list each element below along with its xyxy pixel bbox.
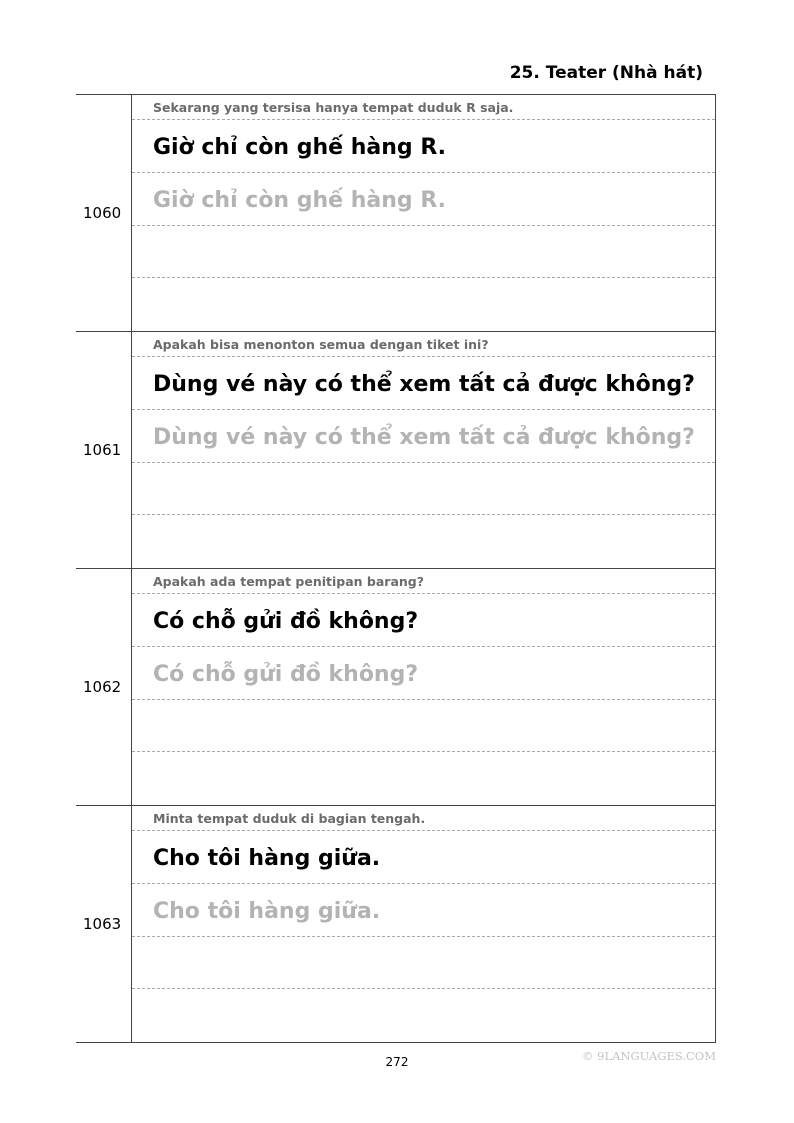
number-cell [76, 332, 132, 568]
trace-sentence: Dùng vé này có thể xem tất cả được không? [132, 410, 715, 463]
page-title: 25. Teater (Nhà hát) [509, 63, 703, 83]
writing-lines [132, 806, 716, 1042]
writing-lines [132, 95, 716, 331]
entry-number: 1063 [83, 915, 122, 933]
blank-writing-line [132, 463, 715, 516]
blank-writing-line [132, 752, 715, 805]
hint-text: Sekarang yang tersisa hanya tempat duduk R saja. [132, 95, 715, 120]
blank-writing-line [132, 278, 715, 331]
writing-lines [132, 332, 716, 568]
hint-text: Minta tempat duduk di bagian tengah. [132, 806, 715, 831]
entry-1060 [76, 94, 716, 331]
blank-writing-line [132, 937, 715, 990]
page-number: 272 [385, 1055, 409, 1069]
copyright-notice: © 9LANGUAGES.COM [581, 1049, 716, 1063]
number-cell [76, 569, 132, 805]
entry-1062 [76, 568, 716, 805]
entry-number: 1060 [83, 204, 122, 222]
blank-writing-line [132, 226, 715, 279]
number-cell [76, 95, 132, 331]
trace-sentence: Có chỗ gửi đồ không? [132, 647, 715, 700]
example-sentence: Dùng vé này có thể xem tất cả được không? [132, 357, 715, 410]
blank-writing-line [132, 515, 715, 568]
example-sentence: Có chỗ gửi đồ không? [132, 594, 715, 647]
hint-text: Apakah ada tempat penitipan barang? [132, 569, 715, 594]
hint-text: Apakah bisa menonton semua dengan tiket ini? [132, 332, 715, 357]
entry-number: 1062 [83, 678, 122, 696]
example-sentence: Cho tôi hàng giữa. [132, 831, 715, 884]
entry-1061 [76, 331, 716, 568]
entry-number: 1061 [83, 441, 122, 459]
entry-1063 [76, 805, 716, 1043]
example-sentence: Giờ chỉ còn ghế hàng R. [132, 120, 715, 173]
blank-writing-line [132, 989, 715, 1042]
blank-writing-line [132, 700, 715, 753]
trace-sentence: Giờ chỉ còn ghế hàng R. [132, 173, 715, 226]
writing-lines [132, 569, 716, 805]
trace-sentence: Cho tôi hàng giữa. [132, 884, 715, 937]
number-cell [76, 806, 132, 1042]
practice-sheet [76, 94, 716, 1043]
